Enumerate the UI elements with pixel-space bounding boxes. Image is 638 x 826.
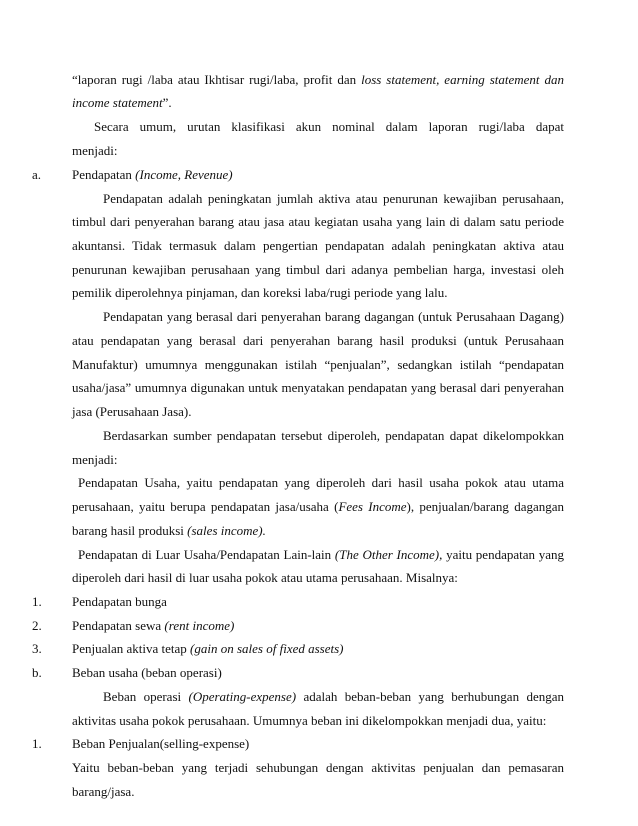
text-line — [72, 380, 564, 396]
text-run: akuntansi. Tidak termasuk dalam pengertian pendapatan adalah peningkatan aktiva atau — [72, 238, 564, 253]
italic-run: (Income, Revenue) — [135, 167, 233, 182]
text-line — [72, 238, 564, 254]
text-run: Manufaktur) umumnya menggunakan istilah “penjualan”, sedangkan istilah “pendapatan — [72, 357, 564, 372]
text-run: Pendapatan bunga — [72, 594, 167, 609]
text-run: Beban operasi — [103, 689, 189, 704]
text-run: Pendapatan sewa — [72, 618, 165, 633]
italic-run: (The Other Income), — [334, 547, 443, 562]
text-line — [72, 214, 564, 230]
italic-run: (gain on sales of fixed assets) — [190, 641, 344, 656]
text-line — [72, 523, 266, 539]
text-run: Berdasarkan sumber pendapatan tersebut diperoleh, pendapatan dapat dikelompokkan — [103, 428, 564, 443]
text-line — [103, 428, 564, 444]
text-line — [103, 689, 564, 705]
italic-run: (sales income). — [187, 523, 266, 538]
text-run: yaitu pendapatan yang — [442, 547, 564, 562]
text-run: atau pendapatan yang berasal dari penyerahan barang hasil produksi (untuk Perusahaan — [72, 333, 564, 348]
text-run: adalah beban-beban yang berhubungan dengan — [296, 689, 564, 704]
text-run: Pendapatan adalah peningkatan jumlah aktiva atau penurunan kewajiban perusahaan, — [103, 191, 564, 206]
text-line — [103, 191, 564, 207]
text-run: menjadi: — [72, 143, 118, 158]
list-marker: 1. — [32, 594, 42, 609]
italic-run: (rent income) — [164, 618, 235, 633]
text-run: barang hasil produksi — [72, 523, 188, 538]
text-line — [72, 784, 134, 800]
text-run: usaha/jasa” umumnya digunakan untuk menyatakan pendapatan yang berasal dari penyerahan — [72, 380, 564, 395]
text-line — [94, 119, 564, 135]
text-run: Beban usaha (beban operasi) — [72, 665, 222, 680]
text-line — [72, 452, 118, 468]
text-line — [72, 404, 191, 420]
text-line — [78, 475, 564, 491]
text-line — [72, 713, 546, 729]
text-line — [72, 594, 167, 610]
text-line — [103, 309, 564, 325]
italic-run: Fees Income — [338, 499, 407, 514]
list-marker: b. — [32, 665, 42, 680]
text-run: timbul dari penyerahan barang atau jasa atau kegiatan usaha yang lain di dalam satu periode — [72, 214, 564, 229]
text-run: “laporan rugi /laba atau Ikhtisar rugi/laba, profit dan — [72, 72, 362, 87]
text-run: Pendapatan di Luar Usaha/Pendapatan Lain-lain — [78, 547, 335, 562]
text-run: Pendapatan yang berasal dari penyerahan barang dagangan (untuk Perusahaan Dagang) — [103, 309, 564, 324]
text-run: jasa (Perusahaan Jasa). — [72, 404, 192, 419]
text-line — [72, 736, 249, 752]
text-run: ), penjualan/barang dagangan — [406, 499, 564, 514]
text-run: pemilik diperolehnya pinjaman, dan koreksi laba/rugi periode yang lalu. — [72, 285, 448, 300]
text-line — [72, 665, 222, 681]
text-run: Penjualan aktiva tetap — [72, 641, 191, 656]
text-run: Beban Penjualan(selling-expense) — [72, 736, 250, 751]
text-run: Pendapatan Usaha, yaitu pendapatan yang diperoleh dari hasil usaha pokok atau utama — [78, 475, 564, 490]
text-run: ”. — [162, 95, 172, 110]
text-run: diperoleh dari hasil di luar usaha pokok atau utama perusahaan. Misalnya: — [72, 570, 458, 585]
text-line — [72, 167, 233, 183]
text-run: Secara umum, urutan klasifikasi akun nominal dalam laporan rugi/laba dapat — [94, 119, 564, 134]
list-marker: 1. — [32, 736, 42, 751]
text-line — [72, 143, 118, 159]
text-run: aktivitas usaha pokok perusahaan. Umumnya beban ini dikelompokkan menjadi dua, yaitu: — [72, 713, 547, 728]
list-marker: a. — [32, 167, 42, 182]
text-run: menjadi: — [72, 452, 118, 467]
text-run: barang/jasa. — [72, 784, 135, 799]
list-marker: 2. — [32, 618, 42, 633]
italic-run: income statement — [72, 95, 163, 110]
text-line — [72, 641, 344, 657]
text-line — [72, 570, 458, 586]
text-line — [78, 547, 564, 563]
list-marker: 3. — [32, 641, 42, 656]
text-line — [72, 333, 564, 349]
italic-run: (Operating-expense) — [188, 689, 297, 704]
text-run: penurunan kewajiban perusahaan yang timbul dari adanya pembelian harga, investasi oleh — [72, 262, 564, 277]
text-line — [72, 285, 447, 301]
text-line — [72, 262, 564, 278]
text-line — [72, 499, 564, 515]
text-line — [72, 357, 564, 373]
text-run: Pendapatan — [72, 167, 136, 182]
text-line — [72, 95, 172, 111]
text-line — [72, 618, 234, 634]
text-run: perusahaan, yaitu berupa pendapatan jasa/usaha ( — [72, 499, 339, 514]
italic-run: loss statement, earning statement dan — [361, 72, 564, 87]
text-line — [72, 72, 564, 88]
text-line — [72, 760, 564, 776]
text-run: Yaitu beban-beban yang terjadi sehubungan dengan aktivitas penjualan dan pemasaran — [72, 760, 564, 775]
